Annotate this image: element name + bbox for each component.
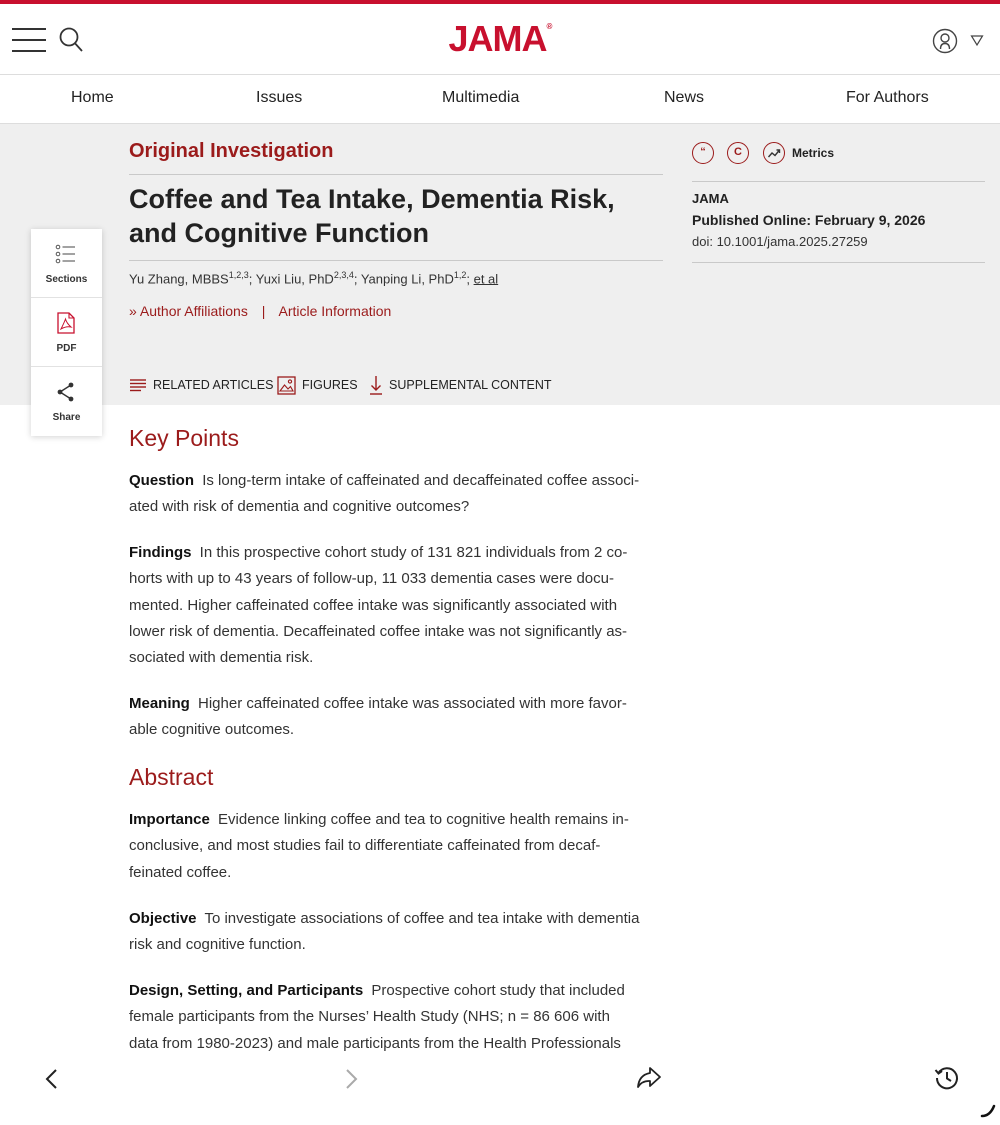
browser-toolbar — [0, 1060, 1000, 1125]
author-list: Yu Zhang, MBBS$^{1,2,3}$; Yuxi Liu, PhD$^{2,3,4}$; Yanping Li, PhD$^{1,2}$; et al — [129, 270, 499, 287]
nav-news[interactable]: News — [664, 89, 705, 106]
paragraph-text: Higher caffeinated coffee intake was associated with more favor- able cognitive outcomes. — [129, 695, 627, 739]
importance-paragraph — [129, 807, 665, 886]
paragraph-text: In this prospective cohort study of 131 821 individuals from 2 co- horts with up to 43 years of follow-up, 11 033 dementia cases were docu- mented. Higher caffeinated coffee intake was significantly associated with lower risk of dementia. Decaffeinated coffee intake was not significantly as- sociated with dementia risk. — [129, 544, 628, 667]
lines-icon — [129, 378, 147, 392]
divider — [129, 260, 663, 261]
divider — [129, 174, 663, 175]
image-icon — [277, 376, 296, 395]
pdf-button[interactable]: PDF — [31, 298, 102, 367]
findings-paragraph — [129, 540, 665, 671]
paragraph-label: Findings — [129, 544, 192, 561]
resize-handle-icon — [978, 1100, 998, 1120]
key-points-heading: Key Points — [129, 425, 239, 451]
affiliation-sup: 2,3,4 — [333, 270, 354, 280]
divider — [692, 181, 985, 182]
paragraph-label: Importance — [129, 811, 210, 828]
question-paragraph — [129, 468, 665, 521]
meaning-paragraph — [129, 691, 665, 744]
paragraph-text: Evidence linking coffee and tea to cognitive health remains in- conclusive, and most studies fail to differentiate caffeinated from decaf- feinated coffee. — [129, 811, 629, 881]
side-panel — [31, 229, 102, 436]
back-icon[interactable] — [44, 1068, 60, 1090]
affiliation-sup: 1,2,3 — [228, 270, 249, 280]
author-name[interactable]: Yanping Li, PhD — [360, 271, 454, 287]
paragraph-label: Objective — [129, 910, 197, 927]
supplemental-content-button[interactable]: SUPPLEMENTAL CONTENT — [369, 374, 552, 396]
article-type: Original Investigation — [129, 140, 334, 162]
paragraph-label: Design, Setting, and Participants — [129, 982, 364, 999]
doi[interactable]: doi: 10.1001/jama.2025.27259 — [692, 234, 868, 249]
journal-name: JAMA — [692, 191, 729, 206]
design-paragraph — [129, 978, 665, 1057]
separator: | — [261, 303, 266, 319]
objective-paragraph — [129, 906, 665, 959]
share-icon — [55, 381, 77, 403]
jama-logo[interactable]: JAMA® — [448, 18, 552, 59]
main-nav — [0, 74, 1000, 124]
paragraph-text: To investigate associations of coffee and tea intake with dementia risk and cognitive function. — [129, 910, 640, 954]
history-icon[interactable] — [934, 1065, 960, 1091]
nav-home[interactable]: Home — [71, 89, 114, 106]
article-title: Coffee and Tea Intake, Dementia Risk, and Cognitive Function — [129, 184, 615, 248]
figures-button[interactable]: FIGURES — [277, 374, 358, 396]
author-name[interactable]: Yu Zhang, MBBS — [129, 271, 229, 287]
cite-icon[interactable]: “ — [692, 142, 714, 164]
list-icon — [55, 243, 77, 265]
sections-button[interactable]: Sections — [31, 229, 102, 298]
metrics-icon[interactable] — [763, 142, 785, 164]
caret-down-icon[interactable] — [970, 33, 984, 47]
pdf-icon — [55, 312, 77, 334]
divider — [692, 262, 985, 263]
article-header-band — [0, 124, 1000, 405]
permissions-icon[interactable]: C — [727, 142, 749, 164]
related-articles-button[interactable]: RELATED ARTICLES — [129, 374, 273, 396]
share-forward-icon[interactable] — [636, 1066, 662, 1090]
paragraph-text: Prospective cohort study that included female participants from the Nurses’ Health Study (NHS; n = 86 606 with data from 1980-2023) and male participants from the Health Professionals — [129, 982, 625, 1052]
publication-date: Published Online: February 9, 2026 — [692, 212, 926, 228]
forward-icon[interactable] — [343, 1068, 359, 1090]
author-name[interactable]: Yuxi Liu, PhD — [255, 271, 334, 287]
paragraph-text: Is long-term intake of caffeinated and decaffeinated coffee associ- ated with risk of dementia and cognitive outcomes? — [129, 472, 640, 516]
nav-issues[interactable]: Issues — [256, 89, 303, 106]
nav-multimedia[interactable]: Multimedia — [442, 89, 520, 106]
paragraph-label: Question — [129, 472, 195, 489]
abstract-heading: Abstract — [129, 764, 214, 790]
double-chevron-icon: » — [129, 303, 137, 319]
paragraph-label: Meaning — [129, 695, 190, 712]
download-icon — [369, 375, 383, 395]
affiliation-links — [129, 303, 391, 319]
metrics-label[interactable]: Metrics — [792, 146, 835, 160]
affiliation-sup: 1,2 — [453, 270, 467, 280]
et-al-link[interactable]: et al — [473, 271, 499, 287]
share-button[interactable]: Share — [31, 367, 102, 436]
article-information-link[interactable]: Article Information — [278, 303, 392, 319]
account-icon[interactable] — [932, 28, 958, 54]
nav-for-authors[interactable]: For Authors — [846, 89, 929, 106]
site-header — [0, 4, 1000, 74]
author-affiliations-link[interactable]: Author Affiliations — [139, 303, 248, 319]
